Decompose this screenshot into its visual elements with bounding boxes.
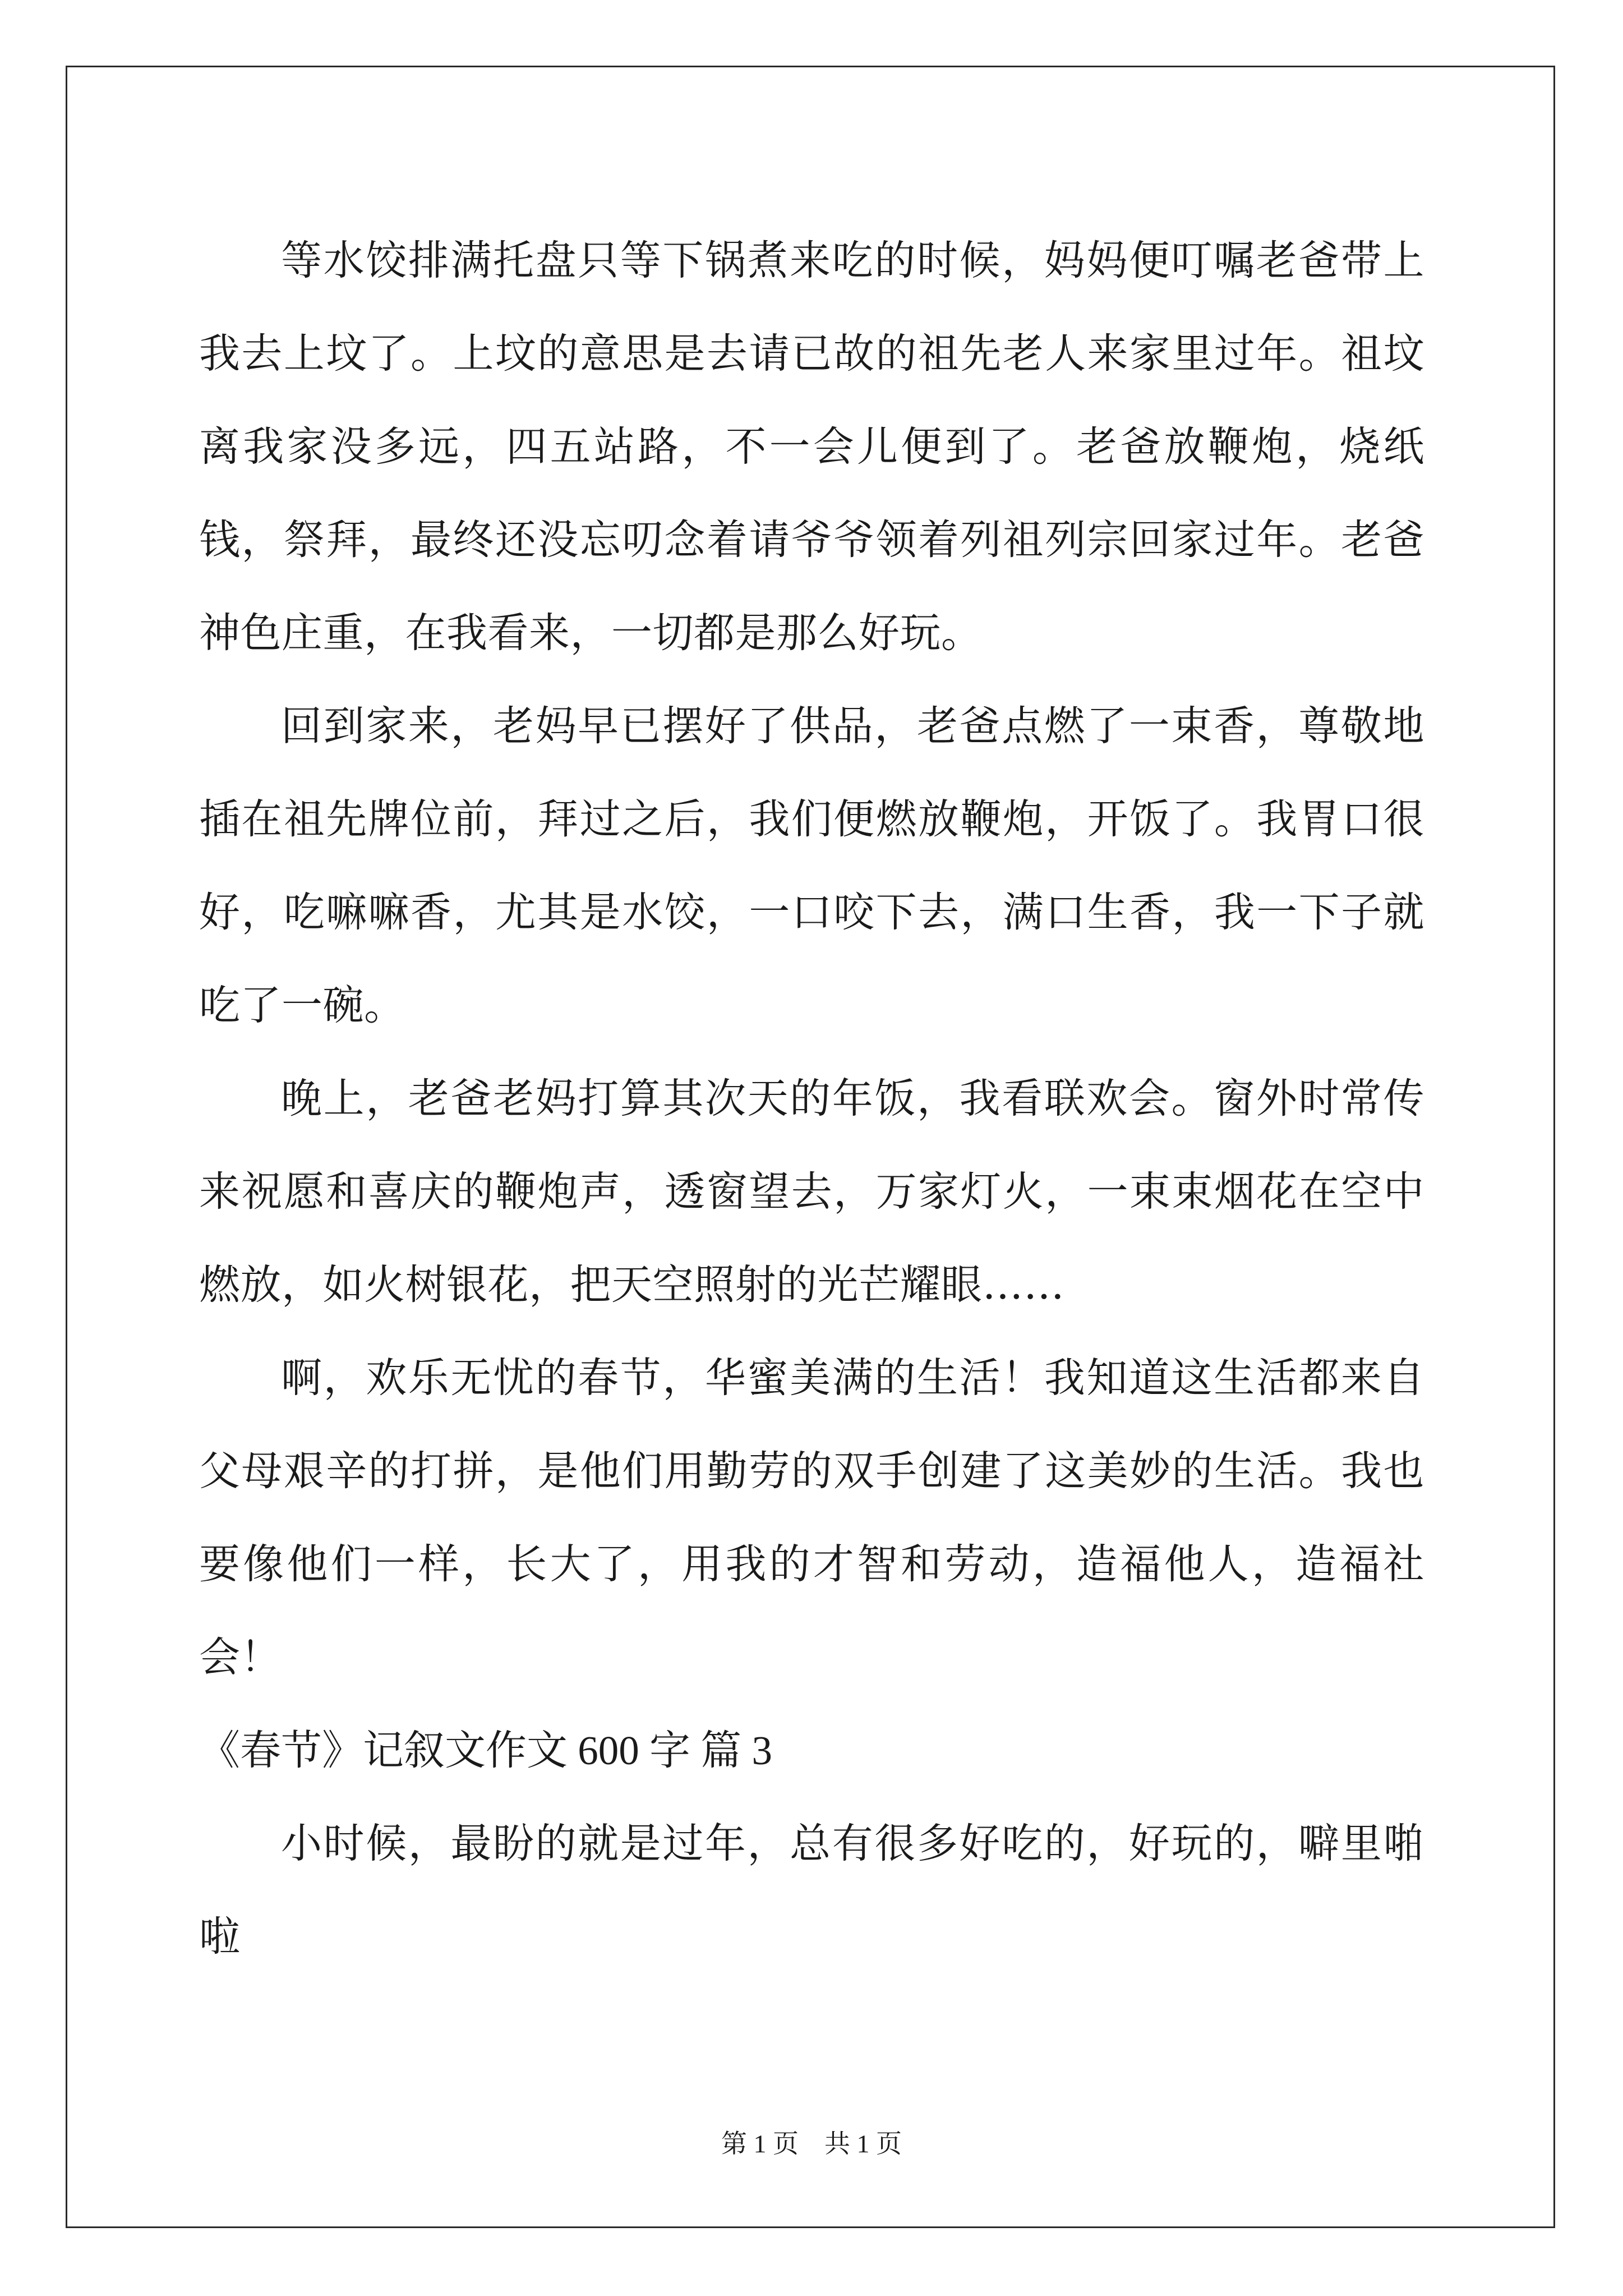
page-footer: 第 1 页 共 1 页 xyxy=(721,2129,902,2158)
paragraph: 啊，欢乐无忧的春节，华蜜美满的生活！我知道这生活都来自父母艰辛的打拼，是他们用勤劳的双手创建了这美妙的生活。我也要像他们一样，长大了，用我的才智和劳动，造福他人，造福社会！ xyxy=(199,1354,1424,1681)
paragraph: 小时候，最盼的就是过年，总有很多好吃的，好玩的，噼里啪啦 xyxy=(199,1820,1424,1961)
paragraph: 回到家来，老妈早已摆好了供品，老爸点燃了一束香，尊敬地插在祖先牌位前，拜过之后，我们便燃放鞭炮，开饭了。我胃口很好，吃嘛嘛香，尤其是水饺，一口咬下去，满口生香，我一下子就吃了一碗。 xyxy=(199,702,1424,1029)
section-heading: 《春节》记叙文作文 600 字 篇 3 xyxy=(199,1728,772,1773)
paragraph: 等水饺排满托盘只等下锅煮来吃的时候，妈妈便叮嘱老爸带上我去上坟了。上坟的意思是去请已故的祖先老人来家里过年。祖坟离我家没多远，四五站路，不一会儿便到了。老爸放鞭炮，烧纸钱，祭拜，最终还没忘叨念着请爷爷领着列祖列宗回家过年。老爸神色庄重，在我看来，一切都是那么好玩。 xyxy=(199,237,1424,657)
document-body xyxy=(199,214,1424,1984)
paragraph: 晚上，老爸老妈打算其次天的年饭，我看联欢会。窗外时常传来祝愿和喜庆的鞭炮声，透窗望去，万家灯火，一束束烟花在空中燃放，如火树银花，把天空照射的光芒耀眼…… xyxy=(199,1075,1424,1309)
